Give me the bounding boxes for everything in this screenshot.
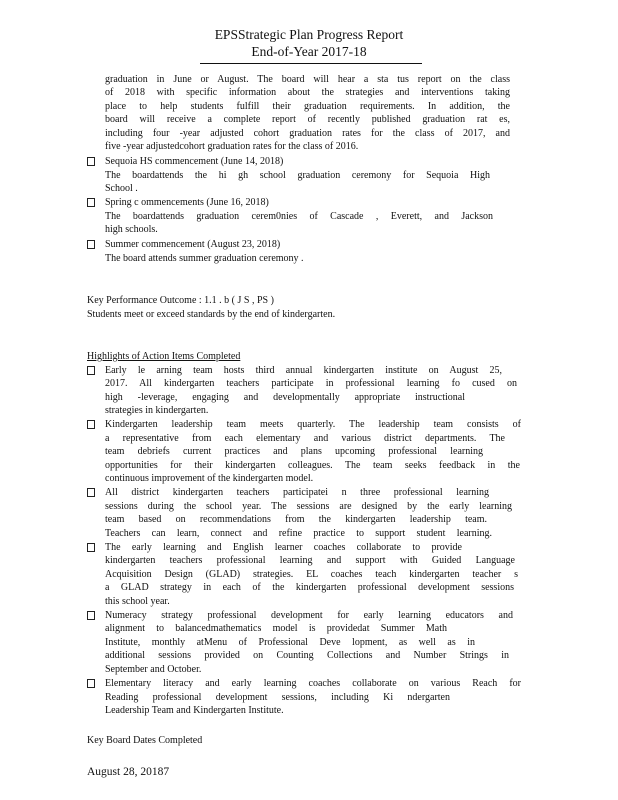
highlight-line: additional sessions provided on Counting Collections and Number Strings in	[105, 650, 509, 661]
bullet-box-icon	[87, 420, 95, 429]
intro-line: five -year adjustedcohort graduation rates for the class of 2016.	[105, 141, 359, 152]
page-number: 7	[163, 766, 170, 778]
highlights-heading: Highlights of Action Items Completed	[87, 351, 241, 362]
intro-line: board will receive a complete report of recently published graduation rat es,	[105, 114, 510, 125]
highlight-line: September and October.	[105, 664, 202, 675]
highlight-line: Numeracy strategy professional development for early learning educators and	[105, 610, 513, 621]
event-line: high schools.	[105, 224, 158, 235]
intro-line: graduation in June or August. The board will hear a sta tus report on the class	[105, 74, 510, 85]
event-title: Summer commencement (August 23, 2018)	[105, 239, 281, 250]
highlight-line: The early learning and English learner coaches collaborate to provide	[105, 542, 462, 553]
highlight-line: continuous improvement of the kindergarten model.	[105, 473, 314, 484]
highlight-line: kindergarten teachers professional learning and support with Guided Language	[105, 555, 515, 566]
highlight-line: high -leverage, engaging and developmentally appropriate instructional	[105, 392, 465, 403]
highlight-line: this school year.	[105, 596, 170, 607]
kpi-statement: Students meet or exceed standards by the end of kindergarten.	[87, 309, 336, 320]
highlight-line: alignment to balancedmathematics model is providedat Summer Math	[105, 623, 447, 634]
highlight-line: 2017. All kindergarten teachers participate in professional learning fo cused on	[105, 378, 517, 389]
bullet-box-icon	[87, 240, 95, 249]
bullet-box-icon	[87, 366, 95, 375]
bullet-box-icon	[87, 157, 95, 166]
kpi-heading: Key Performance Outcome : 1.1 . b ( J S , PS )	[87, 295, 274, 306]
highlight-line: Teachers can learn, connect and refine practice to support student learning.	[105, 528, 492, 539]
bullet-box-icon	[87, 679, 95, 688]
bullet-box-icon	[87, 198, 95, 207]
title-rule	[200, 63, 422, 64]
event-line: The board attends summer graduation ceremony .	[105, 253, 304, 264]
intro-line: including four -year adjusted cohort graduation rates for the class of 2017, and	[105, 128, 510, 139]
highlight-line: Reading professional development sessions, including Ki ndergarten	[105, 692, 450, 703]
bullet-box-icon	[87, 611, 95, 620]
event-line: School .	[105, 183, 138, 194]
bullet-box-icon	[87, 543, 95, 552]
event-line: The boardattends the hi gh school graduation ceremony for Sequoia High	[105, 170, 490, 181]
event-title: Sequoia HS commencement (June 14, 2018)	[105, 156, 284, 167]
highlight-line: Leadership Team and Kindergarten Institute.	[105, 705, 284, 716]
highlight-line: team based on recommendations from the kindergarten leadership team.	[105, 514, 487, 525]
highlight-line: a representative from each elementary and various district departments. The	[105, 433, 505, 444]
report-title: EPSStrategic Plan Progress Report	[214, 27, 404, 42]
highlight-line: Early le arning team hosts third annual kindergarten institute on August 25,	[105, 365, 502, 376]
highlight-line: a GLAD strategy in each of the kindergarten professional development sessions	[105, 582, 514, 593]
event-title: Spring c ommencements (June 16, 2018)	[105, 197, 269, 208]
intro-line: place to help students fulfill their graduation requirements. In addition, the	[105, 101, 510, 112]
highlight-line: opportunities for their kindergarten colleagues. The team seeks feedback in the	[105, 460, 520, 471]
highlight-line: Elementary literacy and early learning coaches collaborate on various Reach for	[105, 678, 521, 689]
board-dates-heading: Key Board Dates Completed	[87, 735, 203, 746]
highlight-line: Institute, monthly atMenu of Professional Deve lopment, as well as in	[105, 637, 475, 648]
report-subtitle: End-of-Year 2017-18	[251, 44, 367, 59]
bullet-box-icon	[87, 488, 95, 497]
highlight-line: Kindergarten leadership team meets quarterly. The leadership team consists of	[105, 419, 521, 430]
highlight-line: team debriefs current practices and plans upcoming professional learning	[105, 446, 483, 457]
event-line: The boardattends graduation cerem0nies of Cascade , Everett, and Jackson	[105, 211, 493, 222]
highlight-line: sessions during the school year. The sessions are designed by the early learning	[105, 501, 512, 512]
highlight-line: strategies in kindergarten.	[105, 405, 209, 416]
highlight-line: Acquisition Design (GLAD) strategies. EL coaches teach kindergarten teacher s	[105, 569, 518, 580]
footer-line	[87, 765, 169, 779]
footer-date: August 28, 2018	[87, 766, 164, 778]
highlight-line: All district kindergarten teachers participatei n three professional learning	[105, 487, 489, 498]
intro-line: of 2018 with specific information about the strategies and interventions taking	[105, 87, 510, 98]
